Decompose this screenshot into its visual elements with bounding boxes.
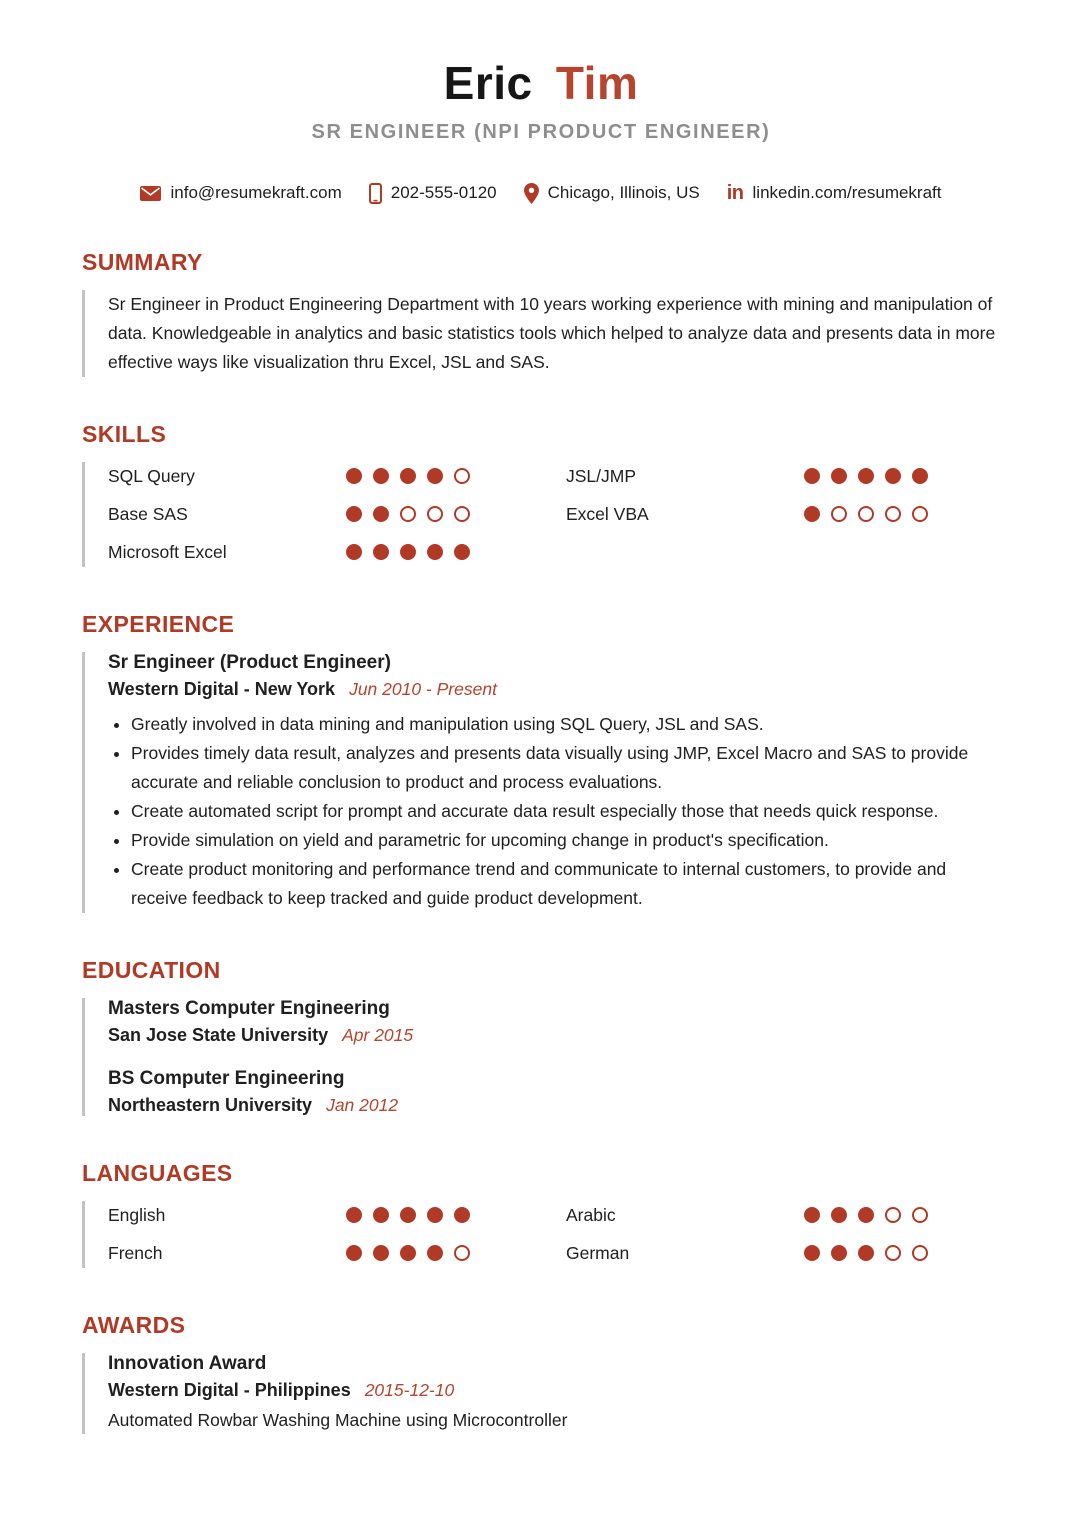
summary-text: Sr Engineer in Product Engineering Department with 10 years working experience with mining and manipulation of data. Knowledgeable in analytics and basic statistics tools which helped to analyze data and presents data in more effective ways like visualization thru Excel, JSL and SAS. <box>108 293 996 372</box>
rating-dot-filled <box>858 1245 874 1261</box>
award-date: 2015-12-10 <box>364 1379 455 1400</box>
skills-row <box>566 462 1000 491</box>
rating-dot-filled <box>373 1207 389 1223</box>
rating-dot-filled <box>454 544 470 560</box>
rating-dot-filled <box>400 468 416 484</box>
skills-label: Excel VBA <box>566 503 649 524</box>
rating-dot-filled <box>427 544 443 560</box>
experience-bullets <box>108 710 1000 913</box>
rating-dots <box>804 506 928 522</box>
rating-dot-empty <box>885 506 901 522</box>
skills-column-2 <box>566 462 1000 567</box>
skills-heading: SKILLS <box>82 420 167 447</box>
education-heading: EDUCATION <box>82 956 221 983</box>
rating-dot-filled <box>346 1207 362 1223</box>
location-icon <box>524 183 539 204</box>
languages-heading: LANGUAGES <box>82 1159 233 1186</box>
job-title: Sr Engineer (Product Engineer) <box>108 651 391 673</box>
section-awards <box>82 1312 1000 1434</box>
section-education <box>82 957 1000 1116</box>
rating-dot-filled <box>804 506 820 522</box>
rating-dot-empty <box>885 1245 901 1261</box>
award-issuer: Western Digital - Philippines <box>108 1379 351 1400</box>
rating-dot-filled <box>804 1245 820 1261</box>
rating-dot-empty <box>912 506 928 522</box>
rating-dots <box>346 468 470 484</box>
skills-label: Microsoft Excel <box>108 541 227 562</box>
rating-dot-filled <box>804 468 820 484</box>
headline-title: SR ENGINEER (NPI PRODUCT ENGINEER) <box>311 120 771 143</box>
skills-column-1 <box>108 462 542 567</box>
skills-label: SQL Query <box>108 465 195 486</box>
contact-phone <box>369 183 497 204</box>
education-item <box>108 998 1000 1046</box>
contact-location-text: Chicago, Illinois, US <box>547 183 700 203</box>
skills-row <box>108 462 542 491</box>
languages-label: English <box>108 1204 166 1225</box>
languages-column-2 <box>566 1201 1000 1268</box>
rating-dot-filled <box>427 468 443 484</box>
rating-dot-filled <box>346 468 362 484</box>
section-skills <box>82 421 1000 567</box>
rating-dot-empty <box>427 506 443 522</box>
contact-email <box>140 183 341 203</box>
linkedin-icon: in <box>726 181 744 204</box>
phone-icon <box>369 183 382 204</box>
skills-row <box>566 500 1000 529</box>
languages-row <box>108 1201 542 1230</box>
rating-dot-empty <box>400 506 416 522</box>
rating-dot-filled <box>400 544 416 560</box>
rating-dots <box>346 1207 470 1223</box>
summary-heading: SUMMARY <box>82 248 203 275</box>
rating-dots <box>346 544 470 560</box>
award-title: Innovation Award <box>108 1352 267 1374</box>
rating-dot-filled <box>373 544 389 560</box>
rating-dot-filled <box>804 1207 820 1223</box>
skills-label: JSL/JMP <box>566 465 637 486</box>
skills-grid <box>108 462 1000 567</box>
job-dates: Jun 2010 - Present <box>349 678 497 699</box>
rating-dot-filled <box>427 1245 443 1261</box>
rating-dots <box>346 506 470 522</box>
contact-phone-text: 202-555-0120 <box>390 183 497 203</box>
school-line <box>108 1095 1000 1116</box>
rating-dot-filled <box>373 506 389 522</box>
rating-dot-filled <box>858 1207 874 1223</box>
school-line <box>108 1025 1000 1046</box>
rating-dot-empty <box>912 1245 928 1261</box>
experience-bullet: • Provide simulation on yield and parametric for upcoming change in product's specification. <box>131 826 1000 855</box>
skills-label: Base SAS <box>108 503 188 524</box>
languages-grid <box>108 1201 1000 1268</box>
languages-row <box>566 1239 1000 1268</box>
rating-dot-empty <box>858 506 874 522</box>
rating-dot-filled <box>454 1207 470 1223</box>
rating-dot-filled <box>373 468 389 484</box>
rating-dot-filled <box>346 544 362 560</box>
school-name: San Jose State University <box>108 1024 329 1045</box>
school-name: Northeastern University <box>108 1094 313 1115</box>
education-date: Jan 2012 <box>326 1094 399 1115</box>
section-experience <box>82 611 1000 913</box>
award-item <box>108 1353 1000 1434</box>
section-languages <box>82 1160 1000 1268</box>
rating-dot-filled <box>912 468 928 484</box>
rating-dot-empty <box>454 1245 470 1261</box>
rating-dot-empty <box>831 506 847 522</box>
experience-bullet: • Create product monitoring and performance trend and communicate to internal customers, to provide and receive feedback to keep tracked and guide product development. <box>131 855 1000 913</box>
section-summary <box>82 249 1000 377</box>
rating-dot-empty <box>454 468 470 484</box>
contact-linkedin-text: linkedin.com/resumekraft <box>752 183 942 203</box>
skills-row <box>108 500 542 529</box>
languages-row <box>566 1201 1000 1230</box>
rating-dot-filled <box>427 1207 443 1223</box>
rating-dot-filled <box>831 1207 847 1223</box>
degree-name: BS Computer Engineering <box>108 1067 345 1089</box>
last-name: Tim <box>555 57 639 109</box>
languages-label: German <box>566 1242 630 1263</box>
education-item <box>108 1068 1000 1116</box>
skills-row <box>108 538 542 567</box>
contact-linkedin <box>727 182 942 205</box>
job-company-line <box>108 679 1000 700</box>
rating-dot-filled <box>400 1207 416 1223</box>
first-name: Eric <box>443 57 533 109</box>
rating-dot-filled <box>831 1245 847 1261</box>
experience-bullet: • Provides timely data result, analyzes and presents data visually using JMP, Excel Macro and SAS to provide accurate and reliable conclusion to product and process evaluations. <box>131 739 1000 797</box>
contact-location <box>524 183 700 204</box>
rating-dot-empty <box>454 506 470 522</box>
rating-dot-empty <box>912 1207 928 1223</box>
degree-name: Masters Computer Engineering <box>108 997 390 1019</box>
rating-dots <box>346 1245 470 1261</box>
awards-heading: AWARDS <box>82 1311 186 1338</box>
person-name <box>82 58 1000 109</box>
experience-bullet: • Create automated script for prompt and accurate data result especially those that needs quick response. <box>131 797 1000 826</box>
languages-column-1 <box>108 1201 542 1268</box>
rating-dot-filled <box>373 1245 389 1261</box>
email-icon <box>140 186 161 201</box>
rating-dots <box>804 468 928 484</box>
rating-dot-filled <box>346 506 362 522</box>
languages-label: Arabic <box>566 1204 616 1225</box>
award-issuer-line <box>108 1380 1000 1401</box>
languages-row <box>108 1239 542 1268</box>
experience-heading: EXPERIENCE <box>82 610 235 637</box>
rating-dot-filled <box>831 468 847 484</box>
rating-dots <box>804 1207 928 1223</box>
rating-dot-filled <box>400 1245 416 1261</box>
rating-dot-filled <box>346 1245 362 1261</box>
rating-dot-filled <box>885 468 901 484</box>
education-date: Apr 2015 <box>342 1024 414 1045</box>
experience-bullet: • Greatly involved in data mining and manipulation using SQL Query, JSL and SAS. <box>131 710 1000 739</box>
contact-row <box>82 182 1000 205</box>
rating-dot-empty <box>885 1207 901 1223</box>
award-description: Automated Rowbar Washing Machine using Microcontroller <box>108 1409 568 1430</box>
rating-dot-filled <box>858 468 874 484</box>
job-company: Western Digital - New York <box>108 678 336 699</box>
contact-email-text: info@resumekraft.com <box>170 183 342 203</box>
languages-label: French <box>108 1242 163 1263</box>
rating-dots <box>804 1245 928 1261</box>
